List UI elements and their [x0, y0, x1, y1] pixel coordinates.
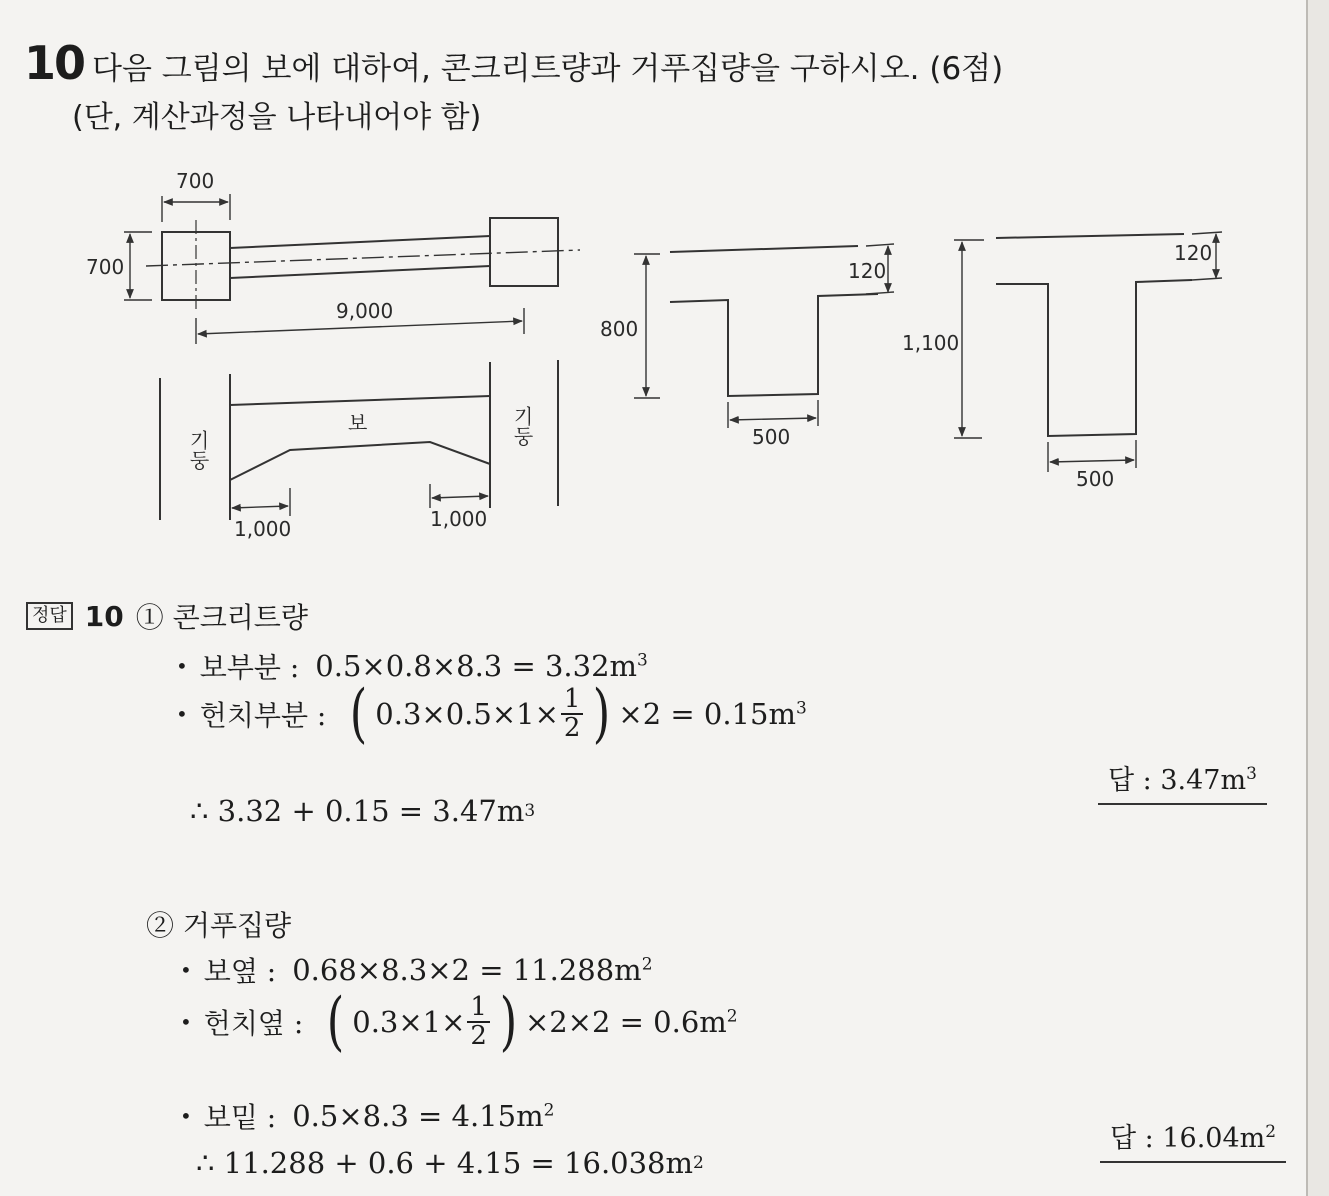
question-title [24, 36, 1003, 90]
dim-section2-width [1050, 460, 1134, 462]
label-section1-slab: 120 [848, 259, 887, 283]
section2-outline [996, 234, 1184, 238]
dim-haunch-left [232, 506, 288, 508]
label-section2-depth: 1,100 [902, 331, 960, 355]
label-column-right: 기둥 [510, 406, 534, 446]
label-section1-width: 500 [752, 425, 791, 449]
part2-line1: • 보옆 : $0.68\times 8.3\times 2 = 11.288m^2$ [180, 953, 653, 988]
label-span: 9,000 [336, 299, 394, 323]
label-beam: 보 [348, 411, 368, 435]
page-shade [1308, 0, 1329, 1196]
dim-section1-width [730, 418, 816, 420]
label-section2-slab: 120 [1174, 241, 1213, 265]
part1-title: ① 콘크리트량 [135, 601, 308, 634]
part1-line2: • 헌치부분 : ( 0.3×0.5×1× $\frac{1}{2}$ ) $\times 2 = 0.15m^3$ [176, 677, 807, 751]
part2-line2: • 헌치옆 : ( 0.3×1× $\frac{1}{2}$ ) $\times 2\times 2 = 0.6m^2$ [180, 985, 738, 1059]
label-plan-width: 700 [176, 169, 215, 193]
label-haunch-left: 1,000 [234, 517, 292, 540]
dim-haunch-right [432, 496, 488, 498]
answer-header [26, 596, 308, 636]
section1-outline [670, 246, 858, 252]
plan-beam-bottom [230, 266, 490, 278]
label-section2-width: 500 [1076, 467, 1115, 491]
part2-title: ② 거푸집량 [146, 909, 292, 942]
elev-beam-top [230, 396, 490, 405]
part2-result: 답 : $16.04m^2$ [1100, 1116, 1286, 1163]
part2-line3: • 보밑 : $0.5\times 8.3 = 4.15m^2$ [180, 1099, 555, 1134]
question-text: 다음 그림의 보에 대하여, 콘크리트량과 거푸집량을 구하시오. (6점) [92, 51, 1004, 87]
label-haunch-right: 1,000 [430, 507, 488, 531]
part1-line1: • 보부분 : $0.5\times 0.8\times 8.3 = 3.32m^3$ [176, 649, 648, 684]
question-number: 10 [24, 36, 85, 90]
label-plan-height: 700 [86, 255, 125, 279]
beam-diagram [0, 160, 1300, 540]
elev-beam-bottom-haunch [230, 442, 490, 480]
question-note: (단, 계산과정을 나타내어야 함) [72, 100, 482, 135]
label-column-left: 기둥 [186, 430, 210, 470]
part1-line3: ∴ 3.32 + 0.15 = 3.47m 3 [190, 794, 536, 828]
part2-line4: ∴ 11.288 + 0.6 + 4.15 = 16.038m 2 [196, 1146, 704, 1180]
plan-centerline [146, 250, 580, 266]
plan-beam-top [230, 236, 490, 248]
fraction-half: $\frac{1}{2}$ [561, 686, 584, 743]
label-section1-depth: 800 [600, 317, 639, 341]
fraction-half: $\frac{1}{2}$ [467, 994, 490, 1051]
answer-number: 10 [84, 599, 124, 633]
answer-badge: 정답 [26, 602, 73, 630]
part1-result: 답 : $3.47m^3$ [1098, 758, 1267, 805]
